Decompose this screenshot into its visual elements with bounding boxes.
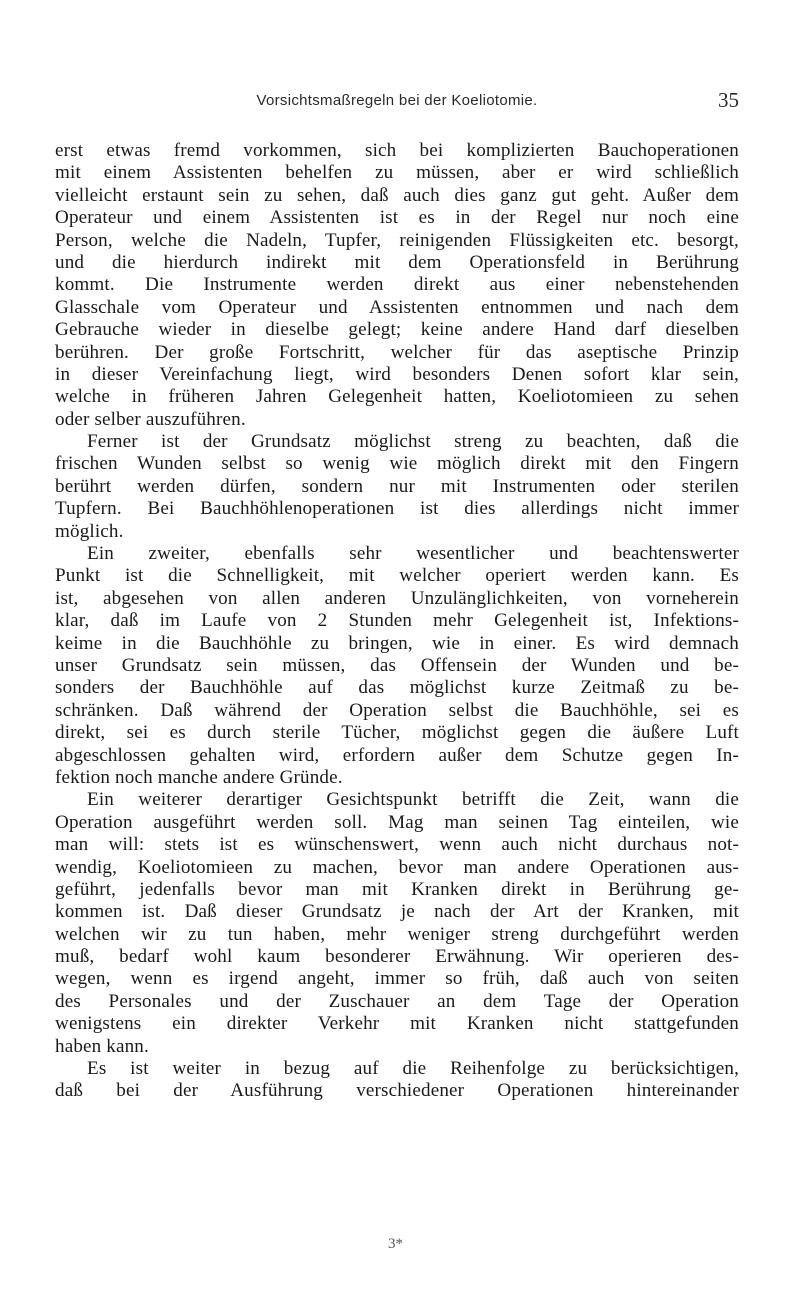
text-line: Gebrauche wieder in dieselbe gelegt; keine andere Hand darf dieselben bbox=[55, 319, 739, 341]
text-line: Es ist weiter in bezug auf die Reihenfolge zu berücksichtigen, bbox=[87, 1058, 739, 1080]
text-line: Ferner ist der Grundsatz möglichst streng zu beachten, daß die bbox=[87, 431, 739, 453]
text-line: vielleicht erstaunt sein zu sehen, daß auch dies ganz gut geht. Außer dem bbox=[55, 184, 739, 206]
text-line: erst etwas fremd vorkommen, sich bei komplizierten Bauchoperationen bbox=[55, 140, 739, 161]
text-line: man will: stets ist es wünschenswert, wenn auch nicht durchaus not- bbox=[55, 834, 739, 856]
text-line: und die hierdurch indirekt mit dem Operationsfeld in Berührung bbox=[55, 251, 739, 273]
text-line: kommen ist. Daß dieser Grundsatz je nach der Art der Kranken, mit bbox=[55, 901, 739, 923]
running-header bbox=[55, 88, 739, 118]
text-line: welchen wir zu tun haben, mehr weniger streng durchgeführt werden bbox=[55, 923, 739, 945]
text-line: welche in früheren Jahren Gelegenheit hatten, Koeliotomieen zu sehen bbox=[55, 386, 739, 408]
text-line: Ein zweiter, ebenfalls sehr wesentlicher und beachtenswerter bbox=[87, 543, 739, 565]
text-line: berühren. Der große Fortschritt, welcher für das aseptische Prinzip bbox=[55, 341, 739, 363]
text-line: Tupfern. Bei Bauchhöhlenoperationen ist dies allerdings nicht immer bbox=[55, 498, 739, 520]
text-line: Punkt ist die Schnelligkeit, mit welcher operiert werden kann. Es bbox=[55, 565, 739, 587]
text-line: frischen Wunden selbst so wenig wie möglich direkt mit den Fingern bbox=[55, 453, 739, 475]
text-line: fektion noch manche andere Gründe. bbox=[55, 766, 343, 788]
text-line: Glasschale vom Operateur und Assistenten entnommen und nach dem bbox=[55, 296, 739, 318]
text-line: in dieser Vereinfachung liegt, wird besonders Denen sofort klar sein, bbox=[55, 363, 739, 385]
printer-signature-mark: 3* bbox=[388, 1236, 403, 1252]
text-line: wenigstens ein direkter Verkehr mit Kranken nicht stattgefunden bbox=[55, 1013, 739, 1035]
text-line: sonders der Bauchhöhle auf das möglichst kurze Zeitmaß zu be- bbox=[55, 677, 739, 699]
text-line: schränken. Daß während der Operation selbst die Bauchhöhle, sei es bbox=[55, 699, 739, 721]
text-line: keime in die Bauchhöhle zu bringen, wie in einer. Es wird demnach bbox=[55, 632, 739, 654]
text-line: mit einem Assistenten behelfen zu müssen, aber er wird schließlich bbox=[55, 162, 739, 184]
text-line: haben kann. bbox=[55, 1035, 149, 1057]
text-line: berührt werden dürfen, sondern nur mit Instrumenten oder sterilen bbox=[55, 475, 739, 497]
header-title: Vorsichtsmaßregeln bei der Koeliotomie. bbox=[256, 92, 538, 109]
body-text bbox=[55, 140, 739, 1103]
text-line: wendig, Koeliotomieen zu machen, bevor man andere Operationen aus- bbox=[55, 856, 739, 878]
text-line: klar, daß im Laufe von 2 Stunden mehr Gelegenheit ist, Infektions- bbox=[55, 610, 739, 632]
text-line: abgeschlossen gehalten wird, erfordern außer dem Schutze gegen In- bbox=[55, 744, 739, 766]
text-line: wegen, wenn es irgend angeht, immer so früh, daß auch von seiten bbox=[55, 968, 739, 990]
text-line: Person, welche die Nadeln, Tupfer, reinigenden Flüssigkeiten etc. besorgt, bbox=[55, 229, 739, 251]
text-line: möglich. bbox=[55, 520, 124, 542]
text-line: Ein weiterer derartiger Gesichtspunkt betrifft die Zeit, wann die bbox=[87, 789, 739, 811]
text-line: unser Grundsatz sein müssen, das Offensein der Wunden und be- bbox=[55, 654, 739, 676]
page-number: 35 bbox=[718, 88, 739, 112]
text-line: ist, abgesehen von allen anderen Unzulänglichkeiten, von vorneherein bbox=[55, 587, 739, 609]
text-line: oder selber auszuführen. bbox=[55, 408, 246, 430]
text-line: kommt. Die Instrumente werden direkt aus einer nebenstehenden bbox=[55, 274, 739, 296]
text-line: muß, bedarf wohl kaum besonderer Erwähnung. Wir operieren des- bbox=[55, 946, 739, 968]
text-line: Operation ausgeführt werden soll. Mag man seinen Tag einteilen, wie bbox=[55, 811, 739, 833]
text-line: direkt, sei es durch sterile Tücher, möglichst gegen die äußere Luft bbox=[55, 722, 739, 744]
text-line: geführt, jedenfalls bevor man mit Kranken direkt in Berührung ge- bbox=[55, 878, 739, 900]
text-line: daß bei der Ausführung verschiedener Operationen hintereinander bbox=[55, 1080, 739, 1102]
text-line: Operateur und einem Assistenten ist es in der Regel nur noch eine bbox=[55, 207, 739, 229]
text-line: des Personales und der Zuschauer an dem Tage der Operation bbox=[55, 990, 739, 1012]
